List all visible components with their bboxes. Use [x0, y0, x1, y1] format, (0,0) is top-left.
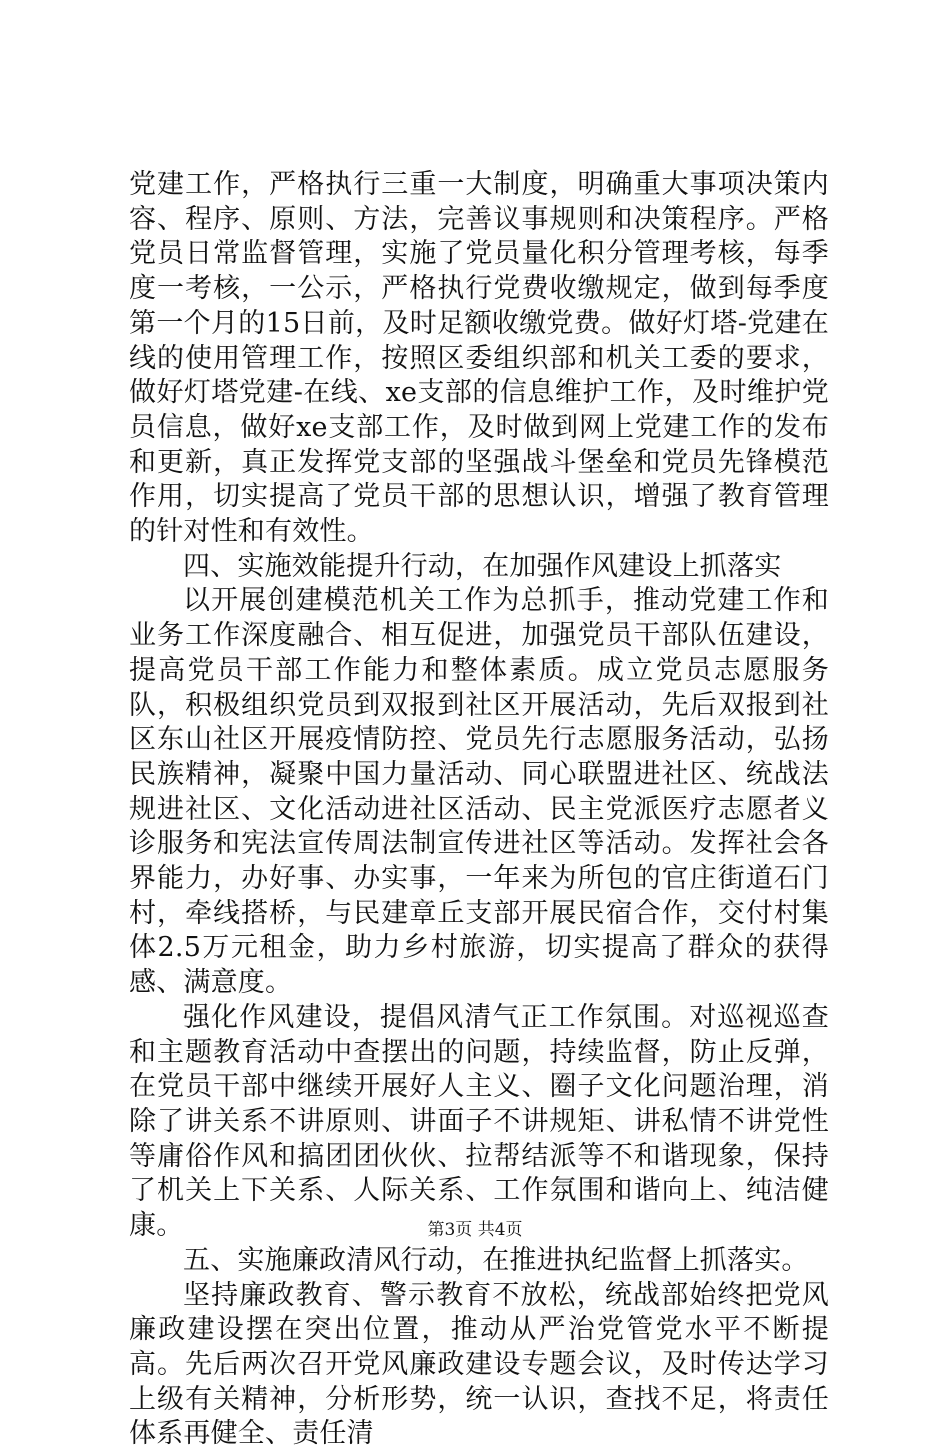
paragraph-work-style: 强化作风建设，提倡风清气正工作氛围。对巡视巡查和主题教育活动中查摆出的问题，持续监督，防止反弹，在党员干部中继续开展好人主义、圈子文化问题治理，消除了讲关系不讲原则、讲面子不讲规矩、讲私情不讲党性等庸俗作风和搞团团伙伙、拉帮结派等不和谐现象，保持了机关上下关系、人际关系、工作氛围和谐向上、纯洁健康。 [129, 1001, 829, 1244]
section-heading-five: 五、实施廉政清风行动，在推进执纪监督上抓落实。 [129, 1244, 829, 1279]
paragraph-party-building: 党建工作，严格执行三重一大制度，明确重大事项决策内容、程序、原则、方法，完善议事规则和决策程序。严格党员日常监督管理，实施了党员量化积分管理考核，每季度一考核，一公示，严格执行党费收缴规定，做到每季度第一个月的15日前，及时足额收缴党费。做好灯塔-党建在线的使用管理工作，按照区委组织部和机关工委的要求，做好灯塔党建-在线、xe支部的信息维护工作，及时维护党员信息，做好xe支部工作，及时做到网上党建工作的发布和更新，真正发挥党支部的坚强战斗堡垒和党员先锋模范作用，切实提高了党员干部的思想认识，增强了教育管理的针对性和有效性。 [129, 168, 829, 550]
paragraph-integrity-education: 坚持廉政教育、警示教育不放松，统战部始终把党风廉政建设摆在突出位置，推动从严治党管党水平不断提高。先后两次召开党风廉政建设专题会议，及时传达学习上级有关精神，分析形势，统一认识，查找不足，将责任体系再健全、责任清 [129, 1279, 829, 1452]
page-footer: 第3页 共4页 [0, 1215, 950, 1240]
section-heading-four: 四、实施效能提升行动，在加强作风建设上抓落实 [129, 550, 829, 585]
paragraph-model-organ: 以开展创建模范机关工作为总抓手，推动党建工作和业务工作深度融合、相互促进，加强党员干部队伍建设，提高党员干部工作能力和整体素质。成立党员志愿服务队，积极组织党员到双报到社区开展活动，先后双报到社区东山社区开展疫情防控、党员先行志愿服务活动，弘扬民族精神，凝聚中国力量活动、同心联盟进社区、统战法规进社区、文化活动进社区活动、民主党派医疗志愿者义诊服务和宪法宣传周法制宣传进社区等活动。发挥社会各界能力，办好事、办实事，一年来为所包的官庄街道石门村，牵线搭桥，与民建章丘支部开展民宿合作，交付村集体2.5万元租金，助力乡村旅游，切实提高了群众的获得感、满意度。 [129, 584, 829, 1000]
document-body [129, 168, 829, 1452]
